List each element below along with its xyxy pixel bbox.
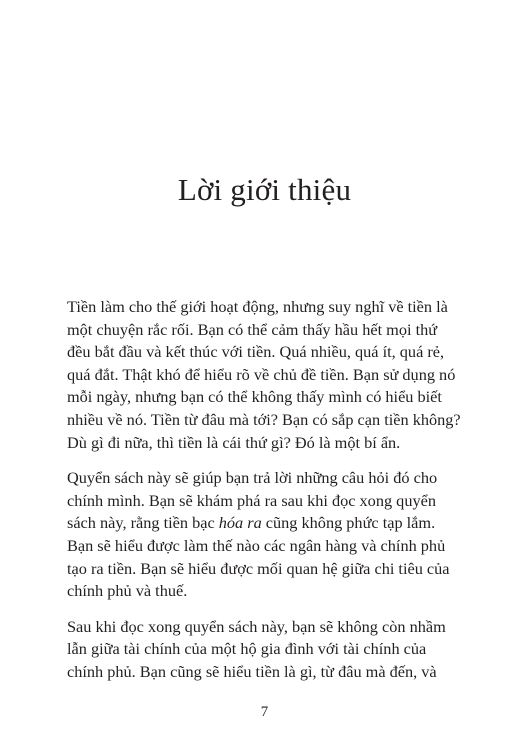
- page-number: 7: [260, 704, 269, 720]
- emphasized-text: hóa ra: [218, 513, 262, 533]
- text-line: chính phủ và thuế.: [67, 581, 188, 601]
- text-line: nhiều về nó. Tiền từ đâu mà tới? Bạn có sắp cạn tiền không?: [67, 409, 461, 429]
- text-line: mỗi ngày, nhưng bạn có thể không thấy mình có hiểu biết: [67, 387, 442, 407]
- text-line: lẫn giữa tài chính của một hộ gia đình với tài chính của: [67, 639, 427, 659]
- text-line: quá đắt. Thật khó để hiểu rõ về chủ đề tiền. Bạn sử dụng nó: [67, 364, 456, 384]
- text-segment: cũng không phức tạp lắm.: [261, 513, 436, 533]
- paragraph-2: [67, 467, 471, 603]
- text-line: chính mình. Bạn sẽ khám phá ra sau khi đọc xong quyển: [67, 490, 436, 510]
- text-line: Sau khi đọc xong quyển sách này, bạn sẽ không còn nhầm: [67, 616, 446, 636]
- text-line: Bạn sẽ hiểu được làm thế nào các ngân hàng và chính phủ: [67, 535, 446, 555]
- text-line: Quyển sách này sẽ giúp bạn trả lời những câu hỏi đó cho: [67, 468, 438, 488]
- text-line: chính phủ. Bạn cũng sẽ hiểu tiền là gì, từ đâu mà đến, và: [67, 661, 437, 681]
- text-line: tạo ra tiền. Bạn sẽ hiểu được mối quan hệ giữa chi tiêu của: [67, 558, 450, 578]
- chapter-title: Lời giới thiệu: [177, 172, 352, 207]
- paragraph-3: [67, 616, 471, 684]
- text-segment: sách này, rằng tiền bạc: [67, 513, 219, 533]
- text-line: Dù gì đi nữa, thì tiền là cái thứ gì? Đó là một bí ẩn.: [67, 432, 401, 452]
- body-text: [67, 296, 471, 697]
- text-line: đều bắt đầu và kết thúc với tiền. Quá nhiều, quá ít, quá rẻ,: [67, 342, 445, 362]
- paragraph-1: [67, 296, 471, 454]
- text-line: Tiền làm cho thế giới hoạt động, nhưng suy nghĩ về tiền là: [67, 297, 448, 316]
- text-line-with-emphasis: [67, 512, 471, 535]
- text-line: một chuyện rắc rối. Bạn có thể cảm thấy hầu hết mọi thứ: [67, 319, 438, 339]
